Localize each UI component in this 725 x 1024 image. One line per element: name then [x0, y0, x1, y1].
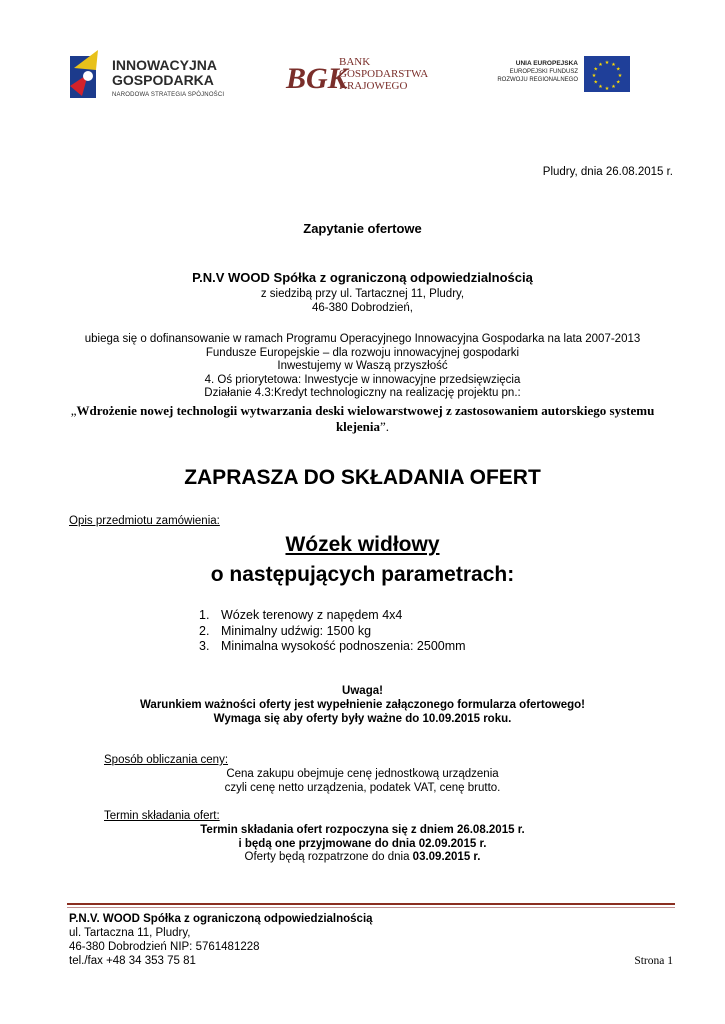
- svg-text:★: ★: [611, 61, 616, 68]
- svg-text:★: ★: [604, 86, 610, 92]
- bgk-text: BANK GOSPODARSTWA KRAJOWEGO: [339, 56, 429, 92]
- page-number: Strona 1: [634, 955, 673, 967]
- footer-divider: [67, 903, 675, 905]
- deadline-description: Termin składania ofert rozpoczyna się z dniem 26.08.2015 r. i będą one przyjmowane do dnia 02.09.2015 r. Oferty będą rozpatrzone do dnia 03.09.2015 r.: [200, 824, 525, 863]
- list-item: 2. Minimalny udźwig: 1500 kg: [199, 623, 372, 638]
- ig-title: INNOWACYJNA GOSPODARKA: [112, 57, 218, 88]
- list-item: 3. Minimalna wysokość podnoszenia: 2500mm: [199, 639, 466, 653]
- list-item: 1. Wózek terenowy z napędem 4x4: [199, 608, 403, 622]
- eu-flag-icon: [584, 56, 630, 92]
- svg-text:★: ★: [593, 79, 599, 86]
- eu-logo: [488, 56, 630, 96]
- ig-subtitle: NARODOWA STRATEGIA SPÓJNOŚCI: [112, 92, 225, 98]
- project-title: „Wdrożenie nowej technologii wytwarzania deski wielowarstwowej z zastosowaniem autorskiego systemu klejenia”.: [70, 403, 655, 434]
- subject-label: Opis przedmiotu zamówienia:: [69, 515, 220, 527]
- company-name: P.N.V WOOD Spółka z ograniczoną odpowiedzialnością: [192, 270, 533, 285]
- price-description: Cena zakupu obejmuje cenę jednostkową urządzenia czyli cenę netto urządzenia, podatek VAT, cenę brutto.: [224, 768, 501, 794]
- svg-text:★: ★: [591, 73, 597, 79]
- ig-emblem-icon: [68, 46, 108, 102]
- parameter-list: [199, 608, 466, 655]
- price-label: Sposób obliczania ceny:: [104, 754, 229, 766]
- document-date: Pludry, dnia 26.08.2015 r.: [542, 166, 673, 178]
- company-address: z siedzibą przy ul. Tartacznej 11, Pludry, 46-380 Dobrodzień,: [260, 288, 465, 314]
- svg-text:★: ★: [604, 60, 610, 66]
- bgk-mark: BGK: [286, 62, 348, 95]
- svg-text:★: ★: [598, 84, 603, 91]
- notice: Uwaga! Warunkiem ważności oferty jest wypełnienie załączonego formularza ofertowego! Wymaga się aby oferty były ważne do 10.09.2015 roku.: [140, 685, 585, 725]
- svg-text:★: ★: [617, 73, 623, 79]
- svg-text:★: ★: [615, 66, 621, 73]
- subject-title: Wózek widłowy o następujących parametrach:: [210, 533, 515, 586]
- bgk-monogram-icon: [284, 54, 348, 98]
- deadline-label: Termin składania ofert:: [104, 810, 220, 822]
- innowacyjna-gospodarka-logo: [68, 44, 238, 104]
- document-heading: Zapytanie ofertowe: [303, 221, 422, 236]
- svg-text:★: ★: [611, 84, 616, 91]
- svg-text:★: ★: [598, 61, 603, 68]
- footer-divider-thin: [67, 907, 675, 908]
- eu-text: UNIA EUROPEJSKA EUROPEJSKI FUNDUSZ ROZWOJU REGIONALNEGO: [497, 60, 578, 83]
- footer-address: P.N.V. WOOD Spółka z ograniczoną odpowiedzialnością ul. Tartaczna 11, Pludry, 46-380 Dobrodzień NIP: 5761481228 tel./fax +48 34 353 75 81: [69, 913, 373, 967]
- program-info: ubiega się o dofinansowanie w ramach Programu Operacyjnego Innowacyjna Gospodarka na lata 2007-2013 Fundusze Europejskie – dla rozwoju innowacyjnej gospodarki Inwestujemy w Waszą przyszłość 4. Oś priorytetowa: Inwestycje w innowacyjne przedsięwzięcia Działanie 4.3:Kredyt technologiczny na realizację projektu pn.:: [84, 333, 641, 399]
- bgk-logo: [284, 52, 454, 100]
- svg-text:★: ★: [615, 79, 621, 86]
- main-title: ZAPRASZA DO SKŁADANIA OFERT: [184, 466, 541, 489]
- svg-text:★: ★: [593, 66, 599, 73]
